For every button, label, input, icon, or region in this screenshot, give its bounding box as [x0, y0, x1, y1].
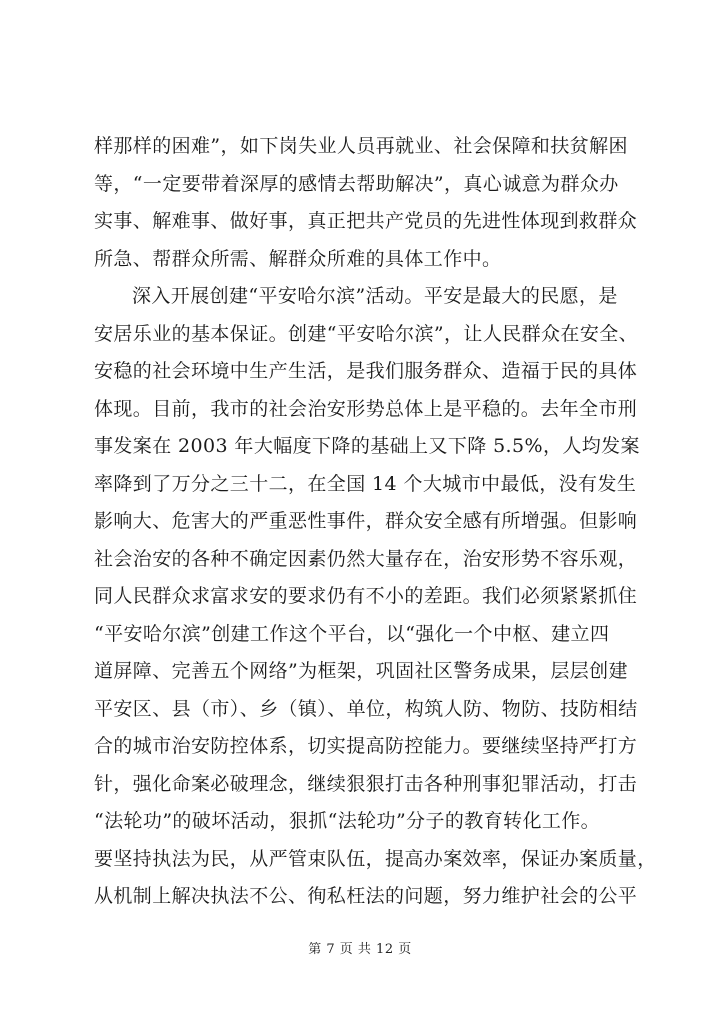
text-line: 平安区、县（市）、乡（镇）、单位，构筑人防、物防、技防相结: [94, 697, 638, 720]
text-line: 社会治安的各种不确定因素仍然大量存在，治安形势不容乐观，: [94, 547, 638, 570]
text-line: 道屏障、完善五个网络”为框架，巩固社区警务成果，层层创建: [94, 660, 628, 682]
text-line: 安稳的社会环境中生产生活，是我们服务群众、造福于民的具体: [94, 360, 638, 382]
page-number-footer: 第 7 页 共 12 页: [308, 942, 412, 957]
text-line: “法轮功”的破坏活动，狠抓“法轮功”分子的教育转化工作。: [94, 810, 601, 832]
paragraph-first-line: 深入开展创建“平安哈尔滨”活动。平安是最大的民愿，是: [132, 285, 618, 307]
text-line: 样那样的困难”，如下岗失业人员再就业、社会保障和扶贫解困: [94, 135, 628, 157]
text-line: 体现。目前，我市的社会治安形势总体上是平稳的。去年全市刑: [94, 397, 638, 420]
text-line: 等，“一定要带着深厚的感情去帮助解决”，真心诚意为群众办: [94, 172, 619, 195]
body-text: [94, 128, 657, 916]
text-line: 合的城市治安防控体系，切实提高防控能力。要继续坚持严打方: [94, 735, 638, 757]
text-line: 针，强化命案必破理念，继续狠狠打击各种刑事犯罪活动，打击: [94, 772, 638, 795]
text-line: 从机制上解决执法不公、徇私枉法的问题，努力维护社会的公平: [94, 885, 638, 907]
text-line: 率降到了万分之三十二，在全国 14 个大城市中最低，没有发生: [94, 472, 637, 495]
text-line: 影响大、危害大的严重恶性事件，群众安全感有所增强。但影响: [94, 510, 638, 532]
text-line: 安居乐业的基本保证。创建“平安哈尔滨”，让人民群众在安全、: [94, 322, 639, 345]
text-line: 事发案在 2003 年大幅度下降的基础上又下降 5.5%，人均发案: [94, 435, 640, 457]
text-line: “平安哈尔滨”创建工作这个平台，以“强化一个中枢、建立四: [94, 622, 610, 645]
text-line: 所急、帮群众所需、解群众所难的具体工作中。: [94, 247, 502, 270]
text-line: 要坚持执法为民，从严管束队伍，提高办案效率，保证办案质量，: [94, 847, 657, 870]
text-line: 实事、解难事、做好事，真正把共产党员的先进性体现到救群众: [94, 210, 638, 232]
text-line: 同人民群众求富求安的要求仍有不小的差距。我们必须紧紧抓住: [94, 585, 638, 607]
